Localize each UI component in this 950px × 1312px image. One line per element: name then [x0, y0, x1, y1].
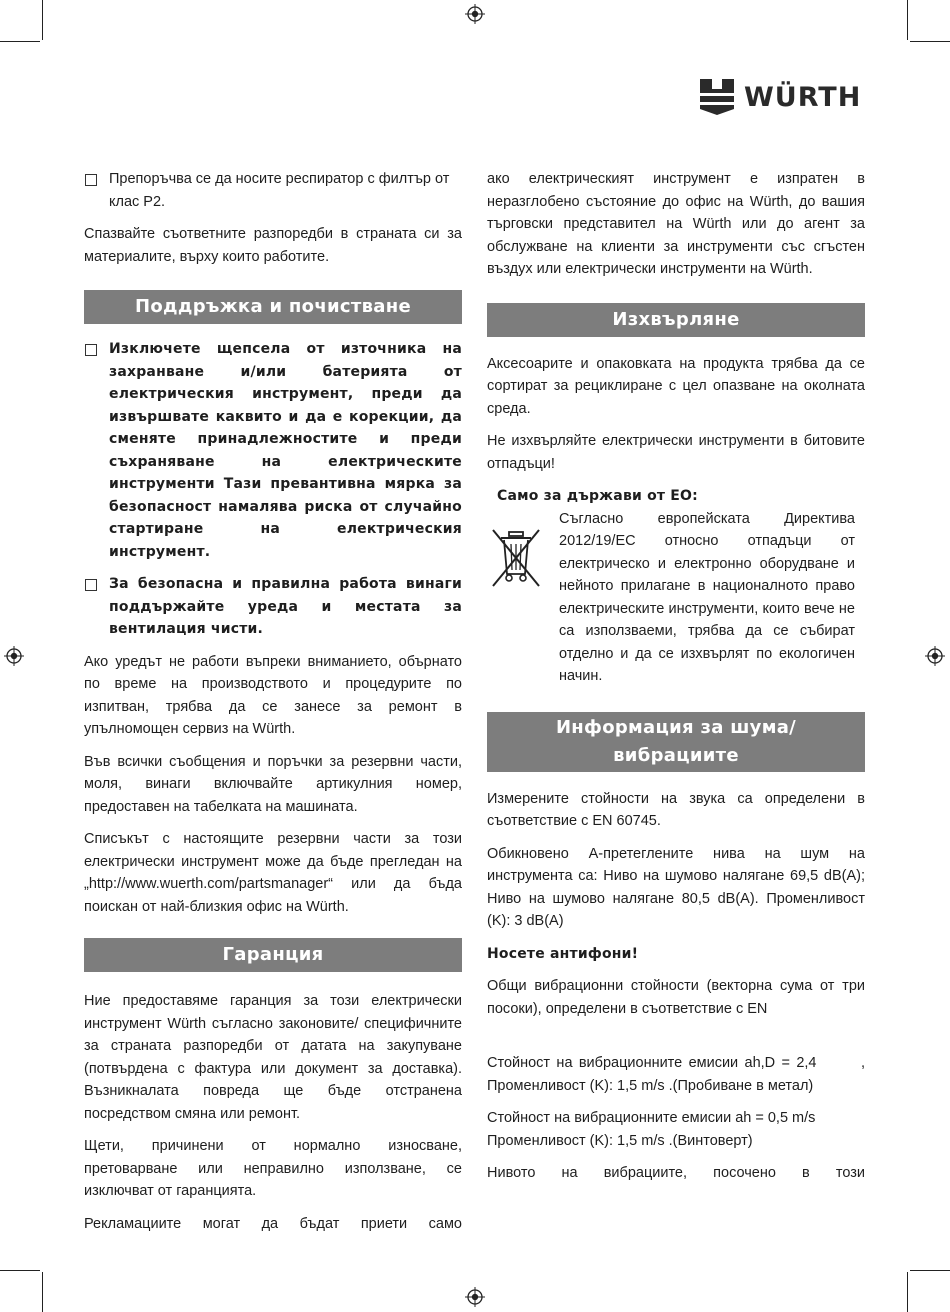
measured-paragraph: Измерените стойности на звука са определени в съответствие с EN 60745. [487, 790, 865, 829]
ear-protection-text: Носете антифони! [487, 945, 639, 962]
crop-mark [907, 1272, 908, 1312]
list-item [84, 168, 462, 219]
registration-mark-icon [465, 1287, 485, 1307]
clean-text: За безопасна и правилна работа винаги поддържайте уреда и местата за вентилация чисти. [109, 576, 462, 637]
checkbox-bullet-icon [85, 579, 97, 591]
wurth-logo [700, 78, 861, 116]
screwdriver-paragraph [487, 1107, 865, 1152]
right-column [487, 168, 870, 1195]
parts-paragraph: Списъкът с настоящите резервни части за този електрически инструмент може да бъде прегледан на „http://www.wuerth.com/partsmanager“ или да бъда поискан от най-близкия офис на Würth. [84, 831, 462, 915]
household-paragraph: Не изхвърляйте електрически инструменти в битовите отпадъци! [487, 433, 865, 472]
eu-countries-title: Само за държави от ЕО: [497, 488, 698, 504]
crop-mark [907, 0, 908, 40]
vibration-paragraph: Общи вибрационни стойности (векторна сума от три посоки), определени в съответствие с EN [487, 978, 865, 1017]
eu-directive-text: Съгласно европейската Директива 2012/19/EC относно отпадъци от електрическо и електронно оборудване и нейното прилагане в националното право електрическите инструменти, които вече не са използваеми, трябва да се събират отделно и да се изхвърлят по екологичен начин. [559, 510, 855, 684]
unplug-text: Изключете щепсела от източника на захранване и/или батерията от електрическия инструмент, преди да извършвате каквито и да е корекции, да сменяте принадлежностите и преди съхраняване на електрическите инструменти Тази превантивна мярка за безопасност намалява риска от случайно стартиране на електрическия инструмент. [109, 341, 462, 560]
registration-mark-icon [465, 4, 485, 24]
maintenance-heading: Поддръжка и почистване [84, 290, 462, 324]
crop-mark [910, 41, 950, 42]
registration-mark-icon [4, 646, 24, 666]
checkbox-bullet-icon [85, 344, 97, 356]
warranty-paragraph: Ние предоставяме гаранция за този електрически инструмент Würth съгласно законовите/ специфичните за страната разпоредби от датата на закупуване (потвърдена с фактура или документ за доставка). Възникналата повреда ще бъде отстранена посредством смяна или ремонт. [84, 993, 462, 1122]
warranty-heading: Гаранция [84, 938, 462, 972]
list-item [84, 573, 462, 647]
claims-paragraph: Рекламациите могат да бъдат приети само [84, 1215, 462, 1232]
noise-heading [487, 712, 865, 772]
crop-mark [0, 41, 40, 42]
article-paragraph: Във всички съобщения и поръчки за резервни части, моля, винаги включвайте артикулния номер, предоставен на табелката на машината. [84, 753, 462, 815]
noise-heading-line2: вибрациите [613, 744, 739, 766]
brand-name: WÜRTH [744, 81, 862, 113]
crop-mark [910, 1270, 950, 1271]
list-item [84, 338, 462, 569]
left-column [84, 168, 462, 1245]
damage-paragraph: Щети, причинени от нормално износване, претоварване или неправилно използване, се изключват от гаранцията. [84, 1138, 462, 1199]
screwdriver-line1: Стойност на вибрационните емисии ah = 0,5 m/s [487, 1110, 816, 1126]
disposal-heading: Изхвърляне [487, 303, 865, 337]
crossed-bin-icon [489, 526, 543, 590]
registration-mark-icon [925, 646, 945, 666]
drilling-paragraph: Стойност на вибрационните емисии ah,D = 2,4 , Променливост (K): 1,5 m/s .(Пробиване в метал) [487, 1055, 870, 1094]
accessories-paragraph: Аксесоарите и опаковката на продукта трябва да се сортират за рециклиране с цел опазване на околната среда. [487, 355, 865, 417]
repair-paragraph: Ако уредът не работи въпреки вниманието, обърнато по време на производството и процедурите по изпитван, трябва да се занесе за ремонт в упълномощен сервиз на Würth. [84, 653, 462, 737]
weee-block [487, 508, 865, 698]
noise-heading-line1: Информация за шума/ [555, 716, 797, 738]
sent-paragraph: ако електрическият инструмент е изпратен в неразглобено състояние до офис на Würth, до вашия търговски представител на Würth или до агент за обслужване на клиенти за инструменти със сгъстен въздух или електрически инструменти на Würth. [487, 171, 865, 277]
crop-mark [0, 1270, 40, 1271]
regulations-paragraph: Спазвайте съответните разпоредби в страната си за материалите, върху които работите. [84, 226, 462, 265]
level-paragraph: Нивото на вибрациите, посочено в този [487, 1165, 865, 1181]
crop-mark [42, 0, 43, 40]
respirator-text: Препоръчва се да носите респиратор с филтър от клас P2. [109, 171, 450, 210]
crop-mark [42, 1272, 43, 1312]
screwdriver-line2: Променливост (K): 1,5 m/s .(Винтоверт) [487, 1132, 753, 1149]
checkbox-bullet-icon [85, 174, 97, 186]
wurth-logo-icon [700, 79, 734, 115]
levels-paragraph: Обикновено А-претеглените нива на шум на инструмента са: Ниво на шумово налягане 69,5 dB(A); Ниво на шумово налягане 80,5 dB(A). Променливост (K): 3 dB(A) [487, 845, 865, 929]
